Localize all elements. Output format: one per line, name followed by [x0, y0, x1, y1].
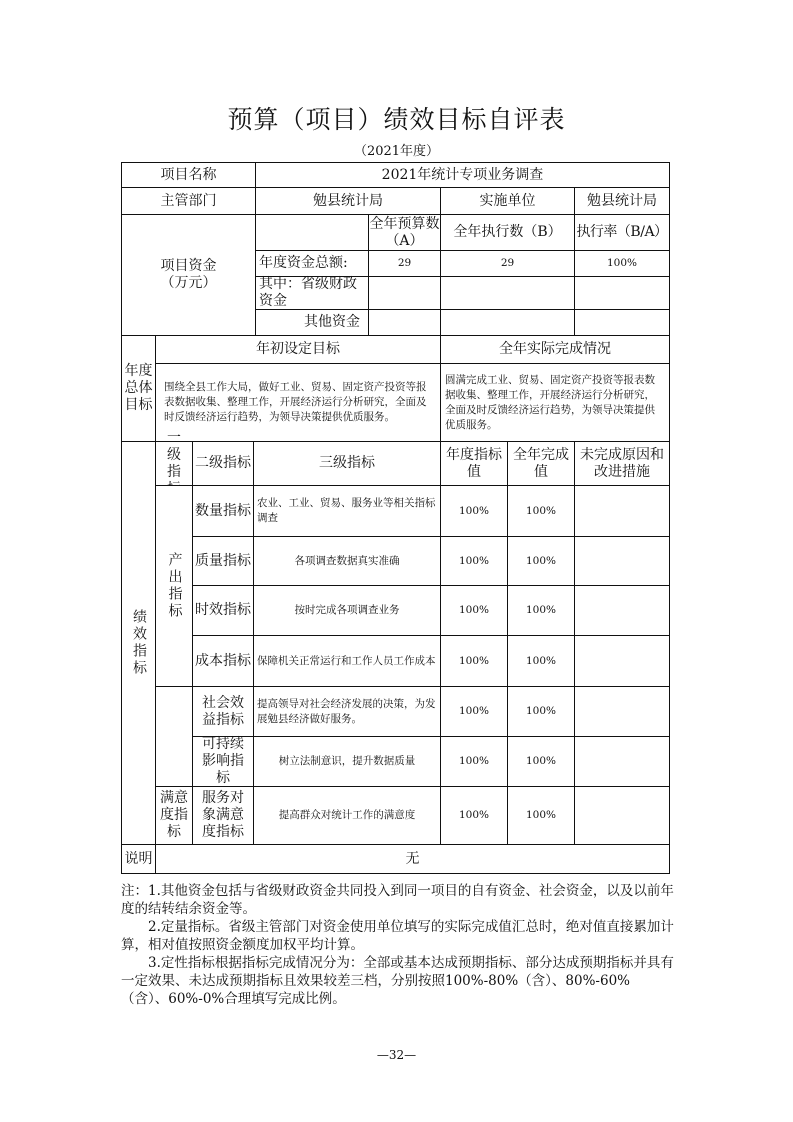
row1-level3: 各项调查数据真实准确: [253, 536, 441, 586]
row1-level2: 质量指标: [192, 536, 254, 586]
other-rate-cell: [574, 309, 670, 336]
header-level3: 三级指标: [253, 441, 441, 486]
row6-reason: [574, 786, 670, 845]
total-rate-value: 100%: [574, 250, 670, 277]
header-actual: 全年完成值: [507, 441, 575, 486]
row4-level3: 提高领导对社会经济发展的决策，为发展勉县经济做好服务。: [253, 686, 441, 737]
row5-actual: 100%: [507, 736, 575, 787]
impl-label: 实施单位: [440, 187, 575, 215]
header-level1: 级指: [155, 441, 193, 486]
row4-level2: 社会效益指标: [192, 686, 254, 737]
impl-value: 勉县统计局: [574, 187, 670, 215]
provincial-rate-cell: [574, 276, 670, 310]
row6-level2: 服务对象满意度指标: [192, 786, 254, 845]
benefit-indicator-cell: [155, 686, 193, 787]
annual-goals-label: 年度总体目标: [121, 335, 156, 442]
funds-label: 项目资金 （万元）: [121, 214, 256, 336]
fiscal-year: （2021年度）: [353, 144, 440, 159]
total-funds-label: 年度资金总额:: [255, 250, 369, 277]
provincial-exec-cell: [440, 276, 575, 310]
project-name-label: 项目名称: [121, 162, 256, 188]
row0-actual: 100%: [507, 485, 575, 537]
row1-reason: [574, 536, 670, 586]
remark-value: 无: [155, 844, 670, 874]
row4-reason: [574, 686, 670, 737]
funds-header-blank: [255, 214, 369, 251]
header-target: 年度指标值: [440, 441, 508, 486]
other-funds-label: 其他资金: [255, 309, 369, 336]
row0-level2: 数量指标: [192, 485, 254, 537]
satisfaction-indicator-label: 满意度指标: [155, 786, 193, 845]
provincial-budget-cell: [368, 276, 441, 310]
col-rate-header: 执行率（B/A）: [574, 214, 670, 251]
row4-actual: 100%: [507, 686, 575, 737]
provincial-funds-label: 其中：省级财政资金: [255, 276, 369, 310]
col-exec-header: 全年执行数（B）: [440, 214, 575, 251]
actual-goal-text: 圆满完成工业、贸易、固定资产投资等报表数据收集、整理工作，开展经济运行分析研究，全面及时反馈经济运行趋势，为领导决策提供优质服务。: [440, 363, 670, 442]
note-3: 3.定性指标根据指标完成情况分为：全部或基本达成预期指标、部分达成预期指标并具有一定效果、未达成预期指标且效果较差三档，分别按照100%-80%（含）、80%-60%（含）、60%-0%合理填写完成比例。: [121, 955, 674, 1007]
header-level2: 二级指标: [192, 441, 254, 486]
row2-level3: 按时完成各项调查业务: [253, 585, 441, 636]
row0-level3: 农业、工业、贸易、服务业等相关指标调查: [253, 485, 441, 537]
row0-target: 100%: [440, 485, 508, 537]
header-reason: 未完成原因和改进措施: [574, 441, 670, 486]
performance-label: 绩效指标: [121, 441, 156, 845]
row3-level3: 保障机关正常运行和工作人员工作成本: [253, 635, 441, 687]
row2-level2: 时效指标: [192, 585, 254, 636]
actual-goal-header: 全年实际完成情况: [440, 335, 670, 364]
row2-target: 100%: [440, 585, 508, 636]
note-1: 注：1.其他资金包括与省级财政资金共同投入到同一项目的自有资金、社会资金，以及以前年度的结转结余资金等。: [121, 883, 674, 917]
total-exec-value: 29: [440, 250, 575, 277]
remark-label: 说明: [121, 844, 156, 874]
other-budget-cell: [368, 309, 441, 336]
col-budget-header: 全年预算数（A）: [368, 214, 441, 251]
total-budget-value: 29: [368, 250, 441, 277]
row0-reason: [574, 485, 670, 537]
row6-level3: 提高群众对统计工作的满意度: [253, 786, 441, 845]
row5-target: 100%: [440, 736, 508, 787]
row1-actual: 100%: [507, 536, 575, 586]
row3-actual: 100%: [507, 635, 575, 687]
row2-reason: [574, 585, 670, 636]
dept-value: 勉县统计局: [255, 187, 441, 215]
row4-target: 100%: [440, 686, 508, 737]
row6-actual: 100%: [507, 786, 575, 845]
note-2: 2.定量指标。省级主管部门对资金使用单位填写的实际完成值汇总时，绝对值直接累加计算，相对值按照资金额度加权平均计算。: [121, 919, 674, 953]
project-name-value: 2021年统计专项业务调查: [255, 162, 670, 188]
set-goal-text: 围绕全县工作大局，做好工业、贸易、固定资产投资等报表数据收集、整理工作，开展经济运行分析研究，全面及时反馈经济运行趋势，为领导决策提供优质服务。: [155, 363, 441, 442]
row6-target: 100%: [440, 786, 508, 845]
output-indicator-label: 产出指标: [155, 485, 193, 687]
row3-level2: 成本指标: [192, 635, 254, 687]
row2-actual: 100%: [507, 585, 575, 636]
page-number: —32—: [376, 1048, 417, 1062]
dept-label: 主管部门: [121, 187, 256, 215]
row1-target: 100%: [440, 536, 508, 586]
page-title: 预算（项目）绩效目标自评表: [227, 105, 566, 134]
other-exec-cell: [440, 309, 575, 336]
row3-reason: [574, 635, 670, 687]
row5-level3: 树立法制意识，提升数据质量: [253, 736, 441, 787]
set-goal-header: 年初设定目标: [155, 335, 441, 364]
row5-level2: 可持续影响指标: [192, 736, 254, 787]
row3-target: 100%: [440, 635, 508, 687]
row5-reason: [574, 736, 670, 787]
